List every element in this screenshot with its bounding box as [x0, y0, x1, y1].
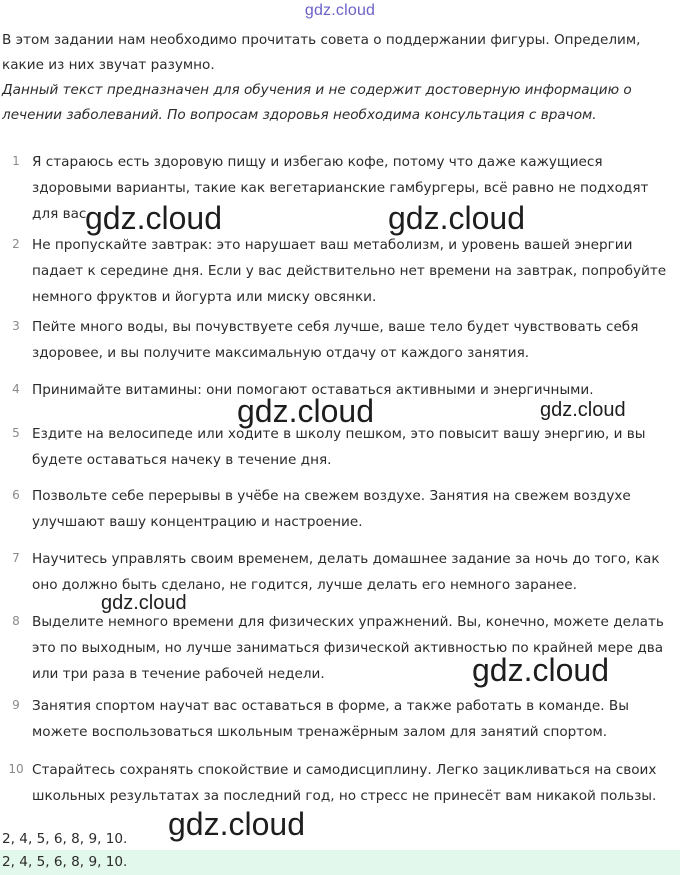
- watermark: gdz.cloud: [472, 652, 609, 688]
- answer-text: 2, 4, 5, 6, 8, 9, 10.: [2, 831, 128, 847]
- watermark: gdz.cloud: [237, 393, 374, 429]
- item-text: Не пропускайте завтрак: это нарушает ваш метаболизм, и уровень вашей энергии падает к середине дня. Если у вас действительно нет времени на завтрак, попробуйте немного фруктов и йогурта или миску овсянки.: [32, 237, 667, 305]
- item-number: 1: [12, 154, 20, 168]
- item-number: 3: [12, 319, 20, 333]
- item-number: 6: [12, 488, 20, 502]
- item-number: 9: [12, 698, 20, 712]
- watermark: gdz.cloud: [388, 200, 525, 236]
- intro-text: В этом задании нам необходимо прочитать совета о поддержании фигуры. Определим, какие из них звучат разумно.: [2, 32, 641, 73]
- item-number: 5: [12, 426, 20, 440]
- answer-text-highlighted: 2, 4, 5, 6, 8, 9, 10.: [2, 854, 128, 870]
- watermark: gdz.cloud: [540, 399, 626, 421]
- item-text: Занятия спортом научат вас оставаться в форме, а также работать в команде. Вы можете воспользоваться школьным тренажёрным залом для занятий спортом.: [32, 698, 629, 740]
- disclaimer: Данный текст предназначен для обучения и не содержит достоверную информацию о лечении заболеваний. По вопросам здоровья необходима консультация с врачом.: [2, 82, 632, 123]
- item-text: Старайтесь сохранять спокойствие и самодисциплину. Легко зацикливаться на своих школьных результатах за последний год, но стресс не принесёт вам никакой пользы.: [32, 762, 657, 804]
- item-text: Принимайте витамины: они помогают оставаться активными и энергичными.: [32, 382, 594, 398]
- watermark: gdz.cloud: [168, 806, 305, 842]
- item-text: Ездите на велосипеде или ходите в школу пешком, это повысит вашу энергию, и вы будете оставаться начеку в течение дня.: [32, 426, 646, 468]
- item-number: 7: [12, 551, 20, 565]
- watermark: gdz.cloud: [85, 200, 222, 236]
- item-text: Выделите немного времени для физических упражнений. Вы, конечно, можете делать это по выходным, но лучше заниматься физической активностью по крайней мере два или три раза в течение рабочей недели.: [32, 614, 664, 682]
- task-intro: [2, 28, 678, 128]
- item-number: 4: [12, 382, 20, 396]
- site-logo[interactable]: gdz.cloud: [304, 2, 376, 19]
- item-text: Пейте много воды, вы почувствуете себя лучше, ваше тело будет чувствовать себя здоровее, и вы получите максимальную отдачу от каждого занятия.: [32, 319, 639, 361]
- item-text: Я стараюсь есть здоровую пищу и избегаю кофе, потому что даже кажущиеся здоровыми варианты, такие как вегетарианские гамбургеры, всё равно не подходят для вас.: [32, 154, 649, 222]
- item-number: 2: [12, 237, 20, 251]
- item-text: Научитесь управлять своим временем, делать домашнее задание за ночь до того, как оно должно быть сделано, не годится, лучше делать его немного заранее.: [32, 551, 660, 593]
- item-text: Позвольте себе перерывы в учёбе на свежем воздухе. Занятия на свежем воздухе улучшают вашу концентрацию и настроение.: [32, 488, 631, 530]
- item-number: 8: [12, 614, 20, 628]
- item-number: 10: [8, 762, 24, 776]
- watermark: gdz.cloud: [101, 592, 187, 614]
